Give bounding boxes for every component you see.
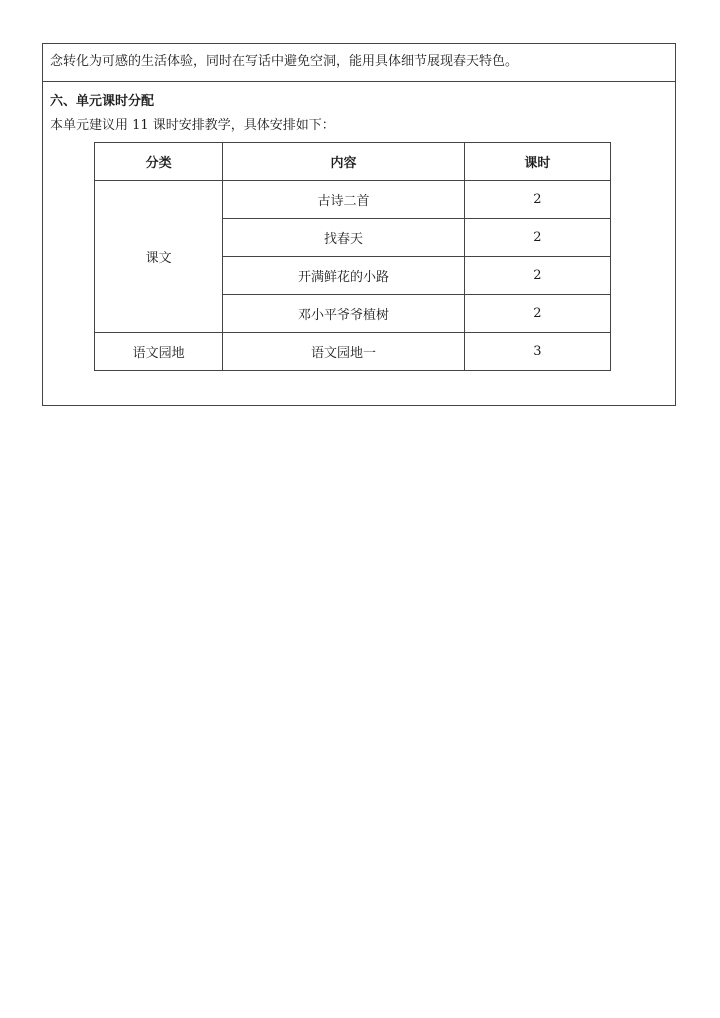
content-cell: 古诗二首 [223,181,464,219]
content-cell: 找春天 [223,219,464,257]
table-row [95,333,611,371]
hours-cell: 3 [464,333,610,371]
document-frame [42,43,676,406]
table-header-row [95,143,611,181]
header-hours: 课时 [464,143,610,181]
content-cell: 语文园地一 [223,333,464,371]
content-cell: 邓小平爷爷植树 [223,295,464,333]
continued-paragraph: 念转化为可感的生活体验，同时在写话中避免空洞，能用具体细节展现春天特色。 [43,44,675,82]
lesson-schedule-table [94,142,611,371]
hours-cell: 2 [464,257,610,295]
section-intro: 本单元建议用 11 课时安排教学，具体安排如下： [50,118,335,133]
table-row [95,181,611,219]
content-cell: 开满鲜花的小路 [223,257,464,295]
section-heading: 六、单元课时分配 [50,94,155,109]
category-cell: 课文 [95,181,223,333]
header-category: 分类 [95,143,223,181]
hours-cell: 2 [464,219,610,257]
category-cell: 语文园地 [95,333,223,371]
hours-cell: 2 [464,181,610,219]
header-content: 内容 [223,143,464,181]
hours-cell: 2 [464,295,610,333]
